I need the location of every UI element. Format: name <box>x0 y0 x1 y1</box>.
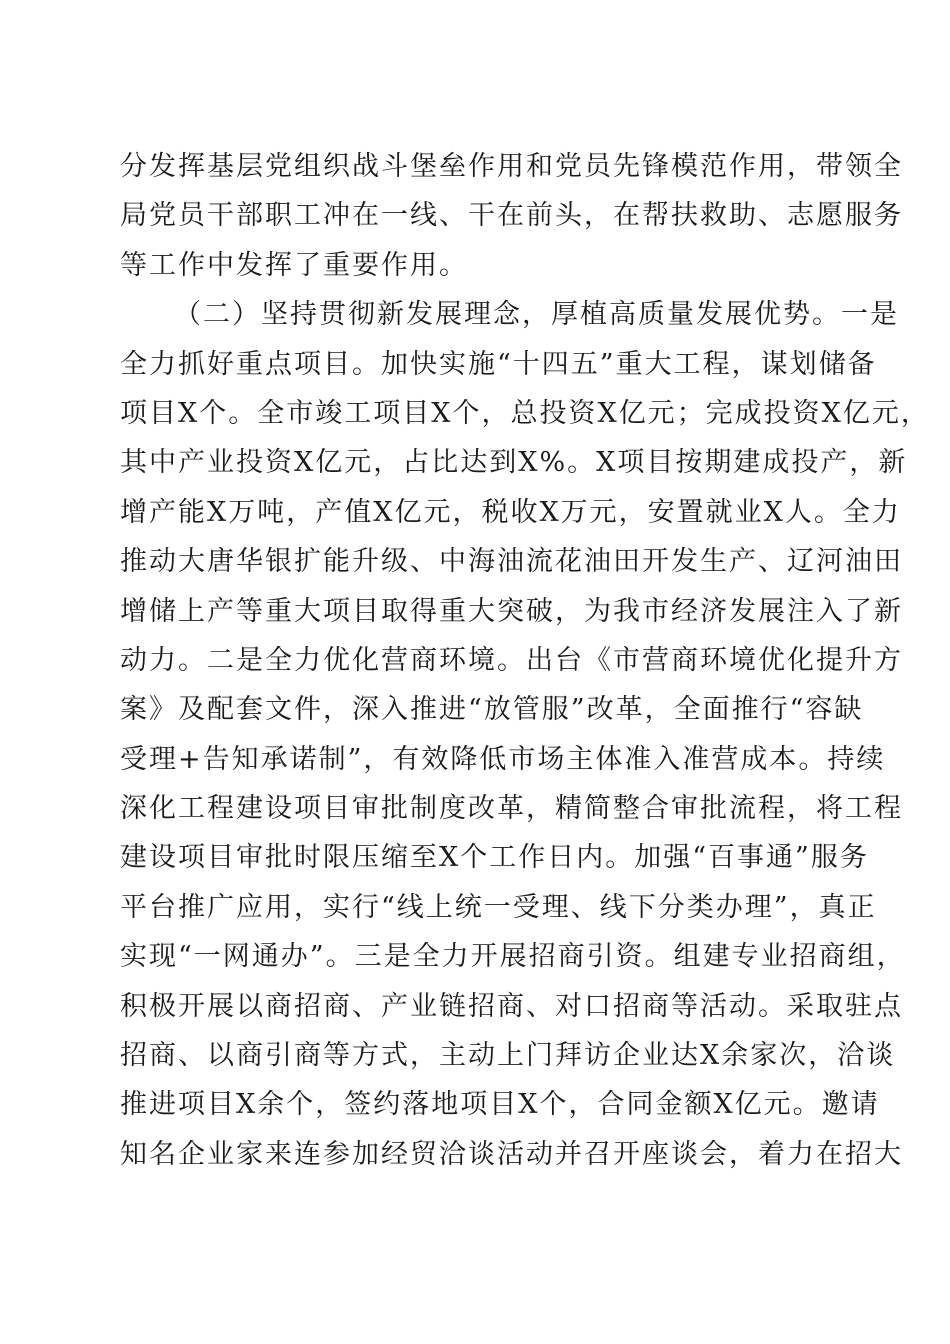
text-line: 知名企业家来连参加经贸洽谈活动并召开座谈会，着力在招大 <box>120 1138 903 1170</box>
text-line: 项目X个。全市竣工项目X个，总投资X亿元；完成投资X亿元， <box>120 397 930 429</box>
text-line: 动力。二是全力优化营商环境。出台《市营商环境优化提升方 <box>120 644 903 676</box>
text-line: 增储上产等重大项目取得重大突破，为我市经济发展注入了新 <box>120 595 903 627</box>
text-line: 推动大唐华银扩能升级、中海油流花油田开发生产、辽河油田 <box>120 546 903 578</box>
body-text <box>120 142 930 1179</box>
text-line: 建设项目审批时限压缩至X个工作日内。加强“百事通”服务 <box>120 842 869 874</box>
section-heading-line: （二）坚持贯彻新发展理念，厚植高质量发展优势。一是 <box>174 299 899 331</box>
text-line: 其中产业投资X亿元，占比达到X%。X项目按期建成投产，新 <box>120 447 908 479</box>
text-line: 等工作中发挥了重要作用。 <box>120 249 468 281</box>
text-line: 积极开展以商招商、产业链招商、对口招商等活动。采取驻点 <box>120 990 903 1022</box>
text-line: 深化工程建设项目审批制度改革，精简整合审批流程，将工程 <box>120 793 903 825</box>
text-line: 全力抓好重点项目。加快实施“十四五”重大工程，谋划储备 <box>120 348 877 380</box>
text-line: 受理+告知承诺制”，有效降低市场主体准入准营成本。持续 <box>120 743 886 775</box>
text-line: 局党员干部职工冲在一线、干在前头，在帮扶救助、志愿服务 <box>120 200 903 232</box>
text-line: 增产能X万吨，产值X亿元，税收X万元，安置就业X人。全力 <box>120 496 901 528</box>
text-line: 招商、以商引商等方式，主动上门拜访企业达X余家次，洽谈 <box>120 1040 896 1072</box>
text-line: 实现“一网通办”。三是全力开展招商引资。组建专业招商组， <box>120 941 906 973</box>
text-line: 分发挥基层党组织战斗堡垒作用和党员先锋模范作用，带领全 <box>120 151 903 182</box>
text-line: 推进项目X余个，签约落地项目X个，合同金额X亿元。邀请 <box>120 1089 880 1121</box>
text-line: 平台推广应用，实行“线上统一受理、线下分类办理”，真正 <box>120 891 877 923</box>
text-line: 案》及配套文件，深入推进“放管服”改革，全面推行“容缺 <box>120 694 864 726</box>
